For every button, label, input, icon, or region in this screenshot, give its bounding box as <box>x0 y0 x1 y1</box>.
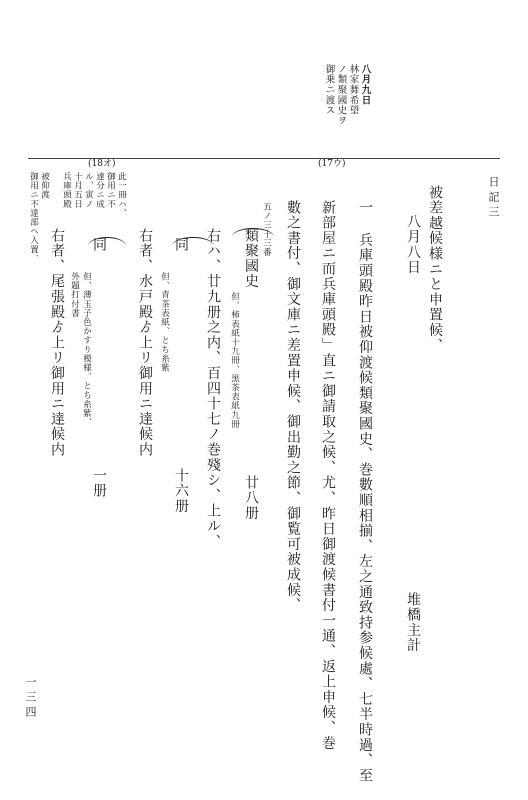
folio-marker: (18オ) <box>88 159 116 169</box>
same-mark: 同 <box>91 237 107 253</box>
marginal-note-line: 御乗ニ渡ス <box>323 64 335 116</box>
list-title: 類聚國史 <box>243 228 259 290</box>
binding-note: 但、薄玉子色かすり模様、とち糸紫、 <box>81 272 92 427</box>
list-item: 右者、尾張殿ゟ上リ御用ニ達候内 <box>49 228 65 458</box>
text-column: 數之書付、御文庫ニ差置申候、御出勤之節、御覧可被成候、 <box>285 200 301 614</box>
binding-note: 但、青茶表紙、とち糸紫 <box>159 272 170 373</box>
signer-name: 堆橋主計 <box>405 592 421 654</box>
entry-date: 八月八日 <box>405 214 421 276</box>
folio-marker: (17ウ) <box>318 159 346 169</box>
marginal-note-line: 達分ニ成 <box>94 172 105 209</box>
marginal-note-line: 御用ニ不達部ヘ入置、 <box>28 172 39 263</box>
marginal-note-line: ル、寅ノ <box>83 172 94 209</box>
binding-note: 但、柿表紙十九冊、黒茶表紙九冊 <box>229 292 240 429</box>
marginal-note-line: 此一冊ハ、 <box>116 172 127 218</box>
text-column: 新部屋ニ而兵庫頭殿」直ニ御請取之候、尤、昨日御渡候書付一通、返上申候、巻 <box>320 200 336 751</box>
running-title: 日記三 <box>487 176 500 221</box>
binding-note: 外題打付書 <box>69 272 80 318</box>
shelf-number: 五ノ三十三番 <box>261 202 272 257</box>
text-column: 一 兵庫頭殿昨日被仰渡候類聚國史、巻數順相揃、左之通致持参候處、七半時過、至 <box>357 200 373 784</box>
page-number: 一三四 <box>24 676 37 721</box>
volume-count: 十六册 <box>173 468 189 514</box>
marginal-note-line: 林家舞希望 <box>347 64 359 116</box>
volume-count: 廿八册 <box>243 475 259 521</box>
list-item: 右ハ、廿九册之内、百四十七ノ巻殘シ、上ル、 <box>205 228 221 550</box>
volume-count: 一册 <box>91 468 107 499</box>
marginal-note-line: ノ類聚國史ヲ <box>335 64 347 126</box>
text-column: 被差越候様ニと申置候、 <box>427 185 443 354</box>
list-item: 右者、水戸殿ゟ上リ御用ニ達候内 <box>137 228 153 458</box>
marginal-note-date: 八月九日 <box>359 64 371 106</box>
marginal-note-line: 被仰渡 <box>39 172 50 200</box>
marginal-note-line: 十月五日 <box>72 172 83 209</box>
marginal-note-line: 兵庫頭殿 <box>61 172 72 209</box>
same-mark: 同 <box>173 237 189 253</box>
marginal-note-line: 御用ニ不 <box>105 172 116 209</box>
